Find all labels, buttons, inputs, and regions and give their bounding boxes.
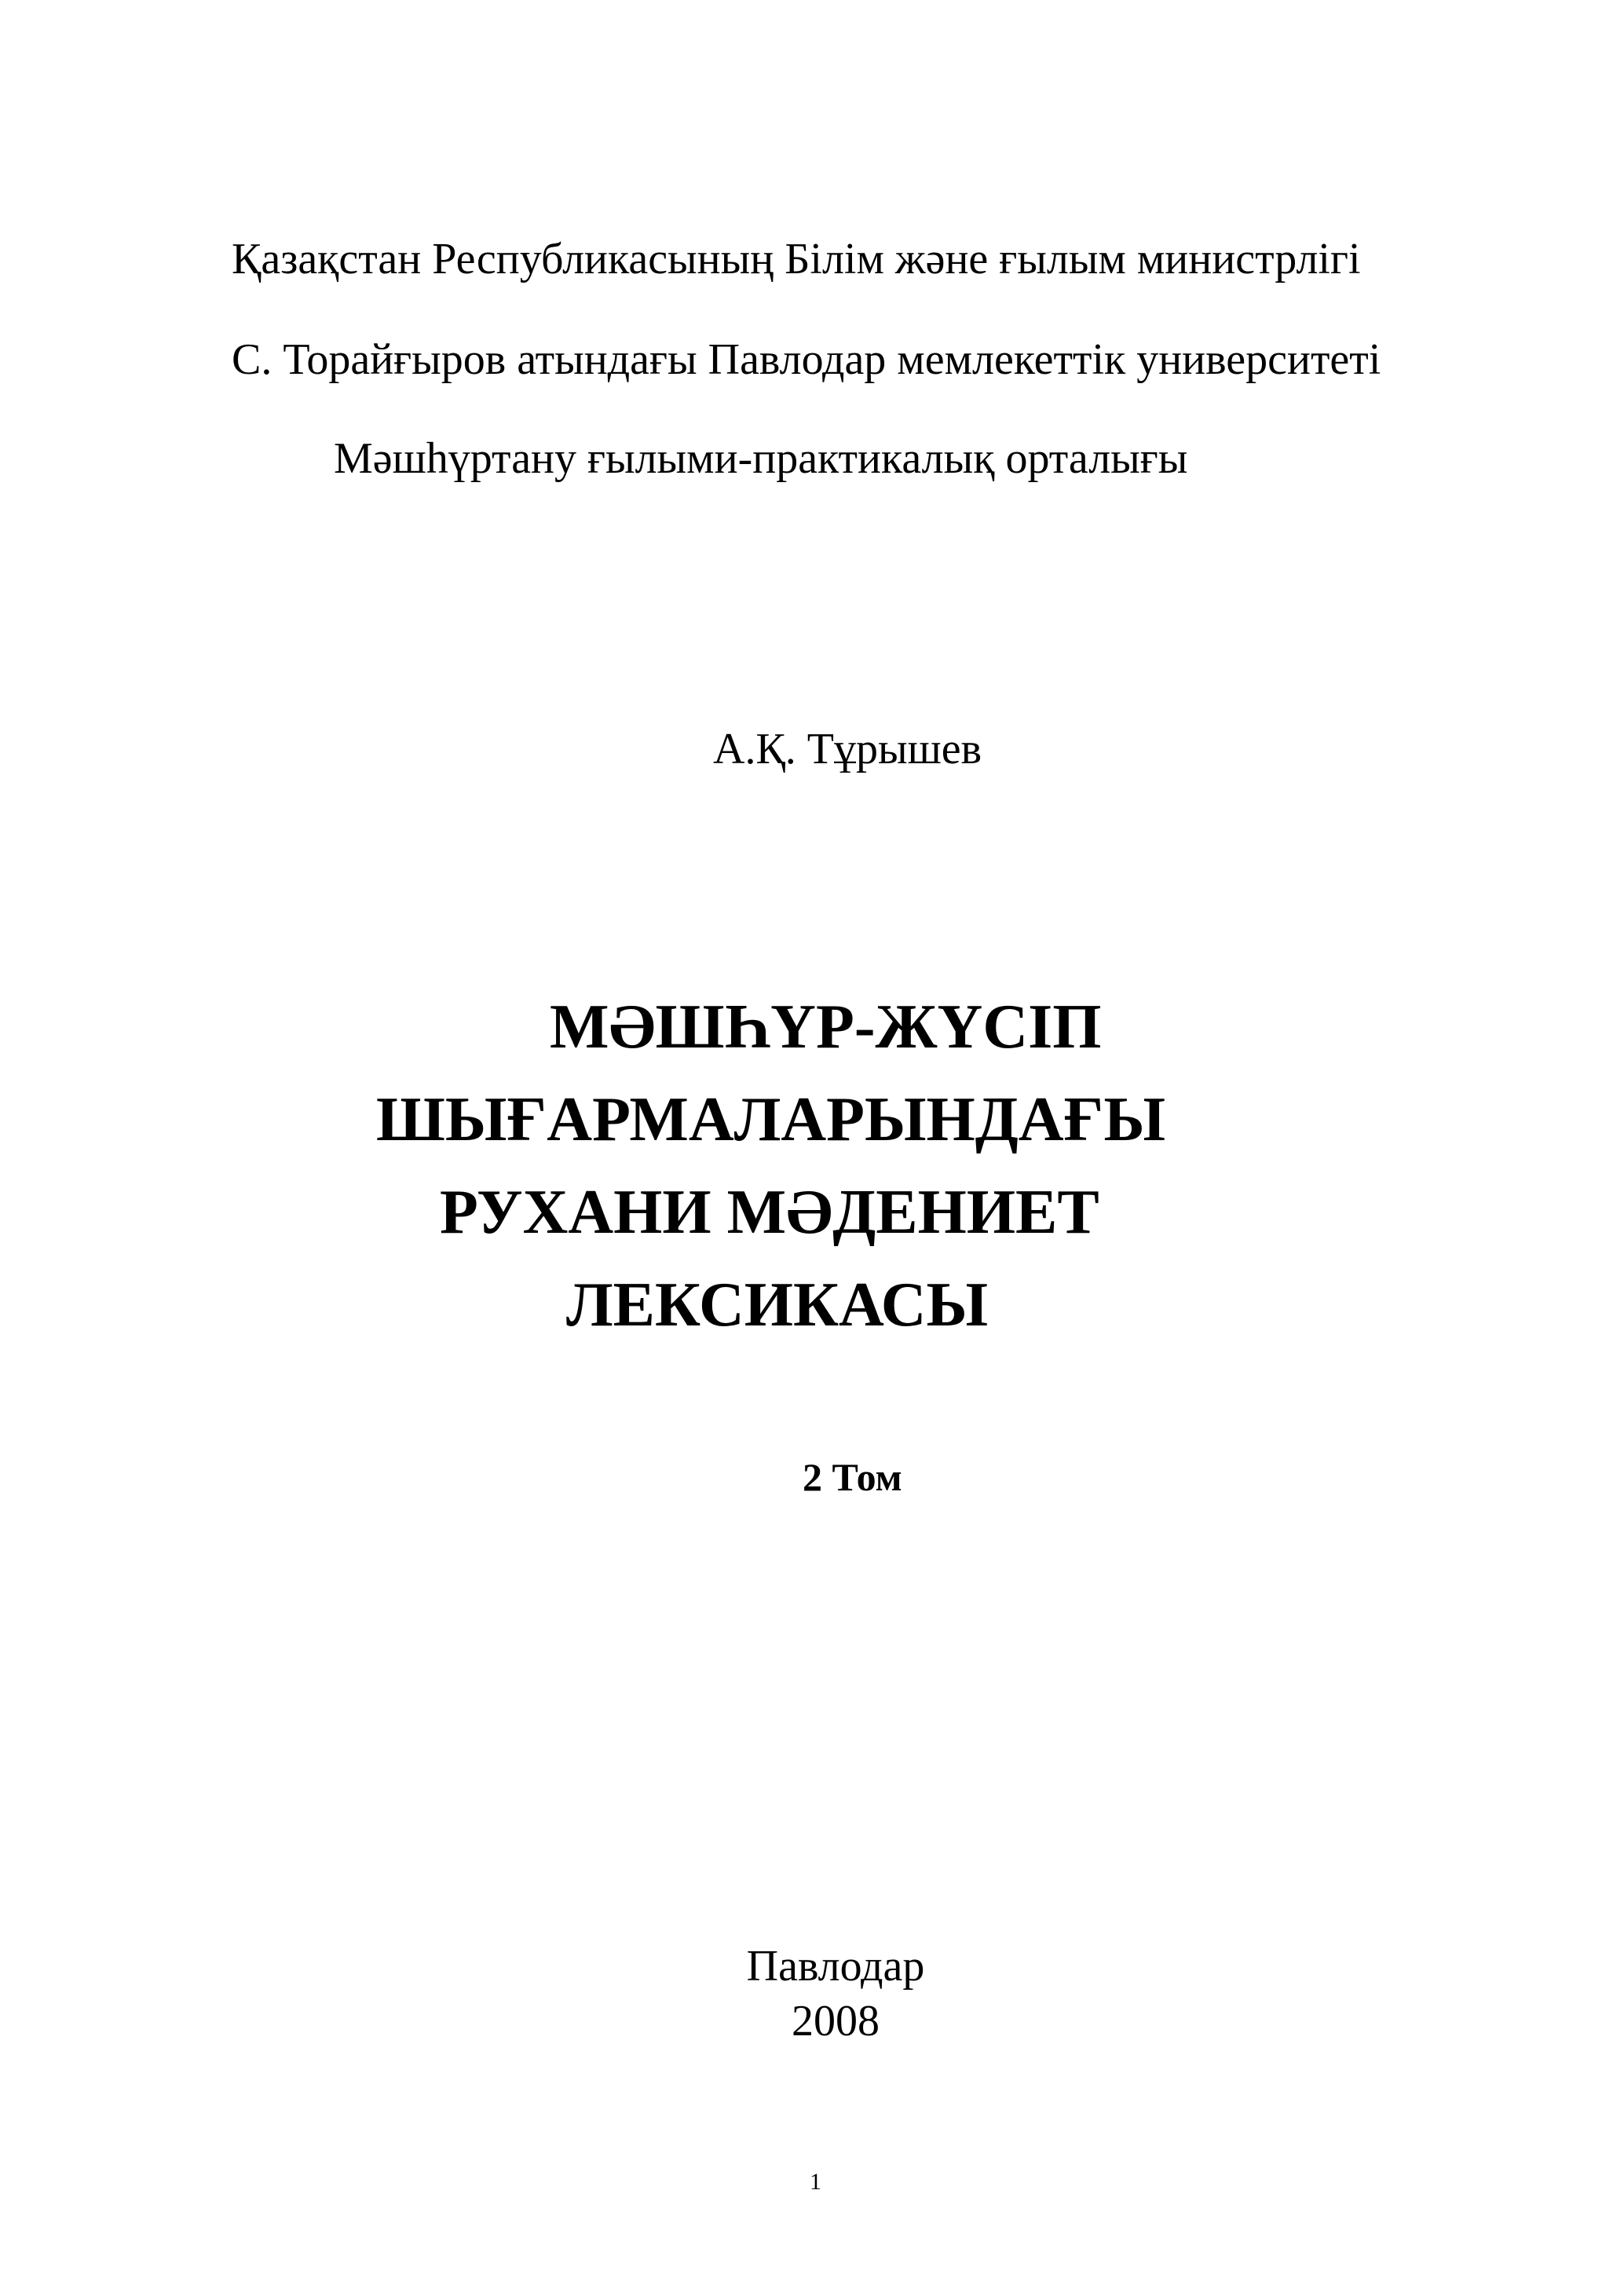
research-center-name: Мәшһүртану ғылыми-практикалық орталығы [334, 434, 1188, 483]
title-line-1: МӘШҺҮР-ЖҮСІП [550, 993, 1102, 1062]
imprint-city: Павлодар [746, 1942, 925, 1991]
author-name: А.Қ. Тұрышев [713, 725, 982, 773]
title-line-2: ШЫҒАРМАЛАРЫНДАҒЫ [376, 1085, 1165, 1154]
volume-label: 2 Том [803, 1455, 902, 1499]
title-line-3: РУХАНИ МӘДЕНИЕТ [440, 1178, 1099, 1247]
imprint-year: 2008 [792, 1997, 880, 2046]
page-number: 1 [810, 2169, 821, 2195]
ministry-name: Қазақстан Республикасының Білім және ғылым министрлігі [232, 235, 1361, 283]
university-name: С. Торайғыров атындағы Павлодар мемлекеттік университеті [232, 335, 1381, 384]
title-line-4: ЛЕКСИКАСЫ [566, 1270, 989, 1340]
